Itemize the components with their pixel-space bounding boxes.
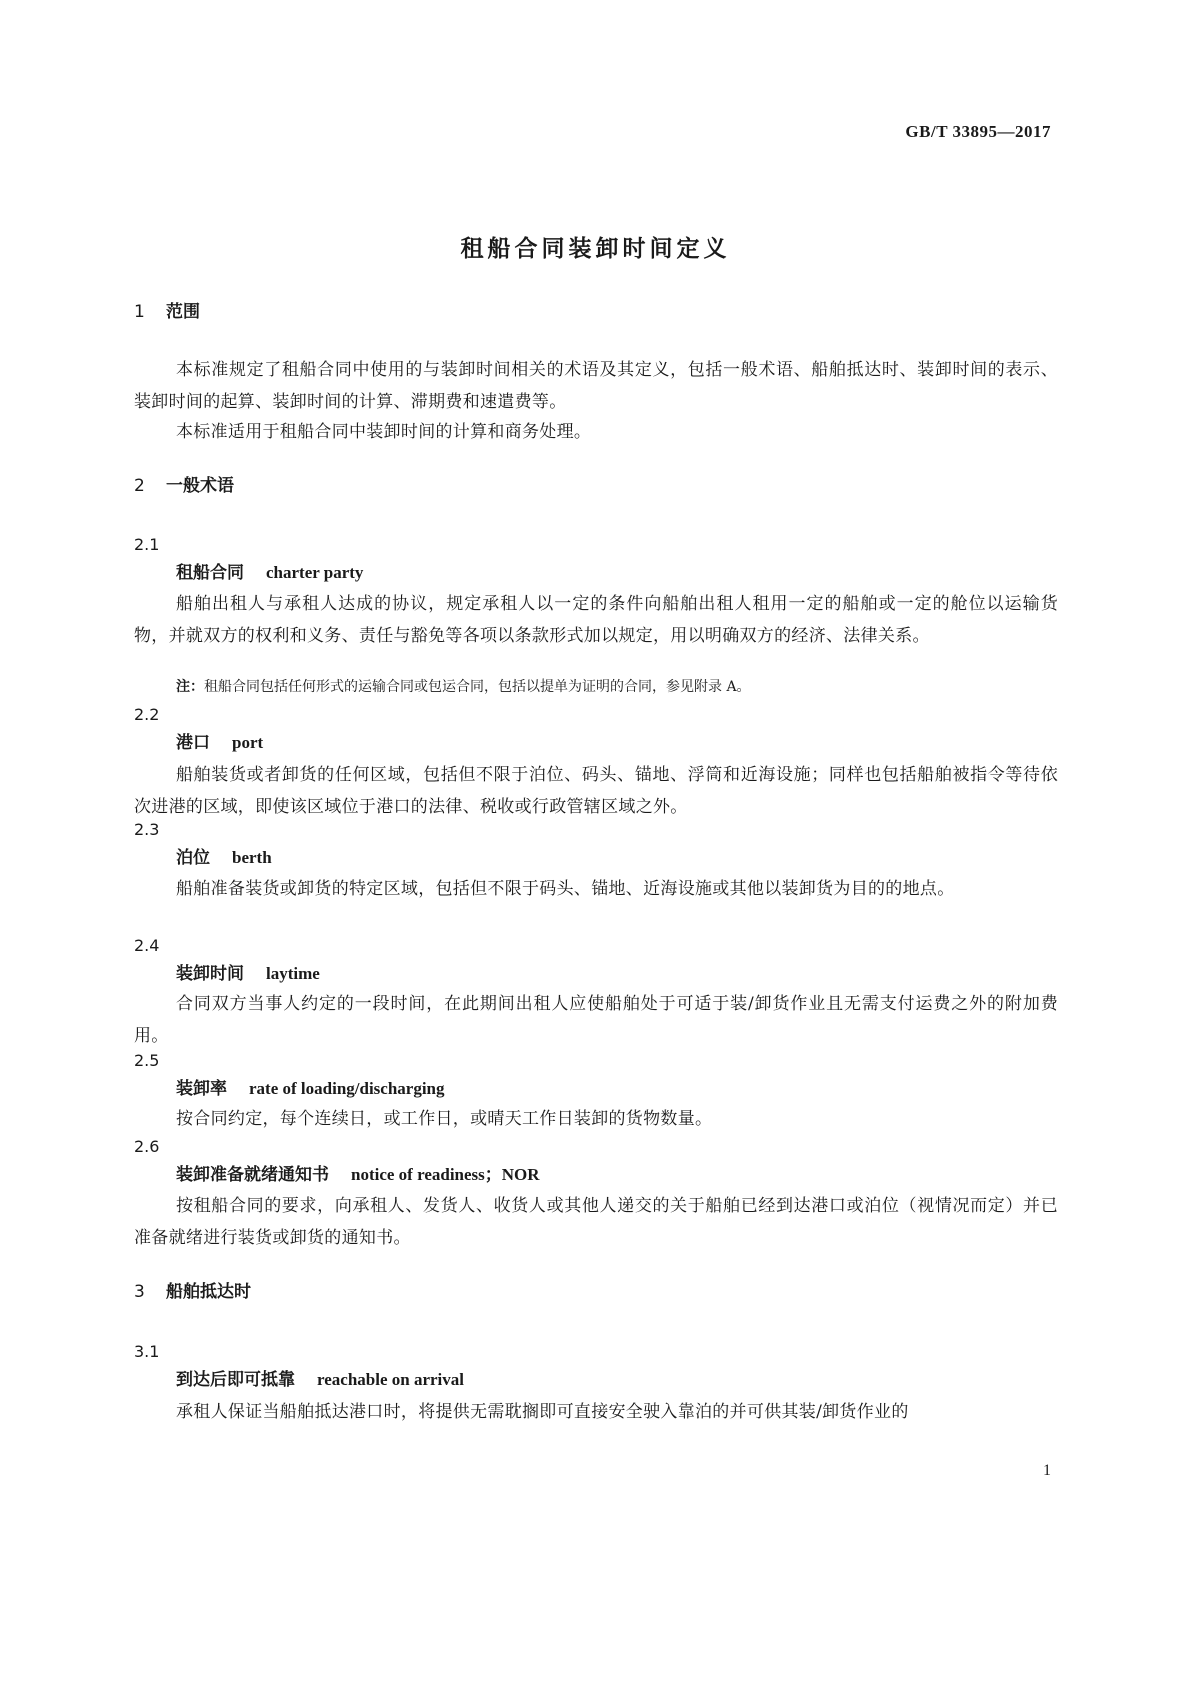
term-english: charter party (266, 563, 364, 582)
term-english: notice of readiness；NOR (351, 1165, 540, 1184)
term-chinese: 装卸率 (176, 1079, 227, 1099)
term-chinese: 装卸时间 (176, 964, 244, 984)
section-title: 范围 (166, 302, 200, 322)
term-english: port (232, 733, 264, 752)
term-english: laytime (266, 964, 320, 983)
section-1-heading (134, 300, 1058, 324)
term-heading (134, 561, 1100, 585)
term-chinese: 到达后即可抵靠 (176, 1370, 295, 1390)
term-heading (134, 731, 1100, 755)
term-definition: 船舶准备装货或卸货的特定区域，包括但不限于码头、锚地、近海设施或其他以装卸货为目的的地点。 (176, 879, 955, 899)
term-chinese: 装卸准备就绪通知书 (176, 1165, 329, 1185)
term-english: rate of loading/discharging (249, 1079, 445, 1098)
clause-number: 3.1 (134, 1342, 160, 1361)
section-number: 3 (134, 1282, 145, 1302)
section-2-heading (134, 474, 1058, 498)
term-definition: 船舶装货或者卸货的任何区域，包括但不限于泊位、码头、锚地、浮筒和近海设施；同样也包括船舶被指令等待依次进港的区域，即使该区域位于港口的法律、税收或行政管辖区域之外。 (134, 765, 1058, 817)
section-number: 1 (134, 302, 145, 322)
term-definition: 承租人保证当船舶抵达港口时，将提供无需耽搁即可直接安全驶入靠泊的并可供其装/卸货作业的 (176, 1402, 909, 1422)
document-title: 租船合同装卸时间定义 (460, 236, 731, 262)
term-definition: 按租船合同的要求，向承租人、发货人、收货人或其他人递交的关于船舶已经到达港口或泊位（视情况而定）并已准备就绪进行装货或卸货的通知书。 (134, 1196, 1058, 1248)
term-heading (134, 846, 1100, 870)
term-english: reachable on arrival (317, 1370, 464, 1389)
standard-code: GB/T 33895—2017 (905, 122, 1051, 141)
note-text: 租船合同包括任何形式的运输合同或包运合同，包括以提单为证明的合同，参见附录 A。 (204, 679, 751, 695)
note-label: 注： (176, 679, 204, 695)
clause-number: 2.5 (134, 1051, 160, 1070)
term-definition: 合同双方当事人约定的一段时间，在此期间出租人应使船舶处于可适于装/卸货作业且无需支付运费之外的附加费用。 (134, 994, 1058, 1046)
term-english: berth (232, 848, 272, 867)
term-chinese: 租船合同 (176, 563, 244, 583)
term-chinese: 泊位 (176, 848, 210, 868)
clause-number: 2.1 (134, 535, 160, 554)
section-title: 船舶抵达时 (166, 1282, 251, 1302)
term-heading (134, 1368, 1100, 1392)
clause-number: 2.4 (134, 936, 160, 955)
page-number: 1 (1043, 1462, 1051, 1479)
section-title: 一般术语 (166, 476, 234, 496)
term-heading (134, 962, 1100, 986)
section-number: 2 (134, 476, 145, 496)
term-heading (134, 1077, 1100, 1101)
paragraph: 本标准适用于租船合同中装卸时间的计算和商务处理。 (176, 422, 592, 442)
section-3-heading (134, 1280, 1058, 1304)
clause-number: 2.2 (134, 705, 160, 724)
term-definition: 按合同约定，每个连续日，或工作日，或晴天工作日装卸的货物数量。 (176, 1109, 713, 1129)
clause-number: 2.6 (134, 1137, 160, 1156)
term-heading (134, 1163, 1100, 1187)
term-chinese: 港口 (176, 733, 210, 753)
paragraph: 本标准规定了租船合同中使用的与装卸时间相关的术语及其定义，包括一般术语、船舶抵达时、装卸时间的表示、装卸时间的起算、装卸时间的计算、滞期费和速遣费等。 (134, 360, 1058, 412)
term-definition: 船舶出租人与承租人达成的协议，规定承租人以一定的条件向船舶出租人租用一定的船舶或一定的舱位以运输货物，并就双方的权利和义务、责任与豁免等各项以条款形式加以规定，用以明确双方的经济、法律关系。 (134, 594, 1058, 646)
note (134, 676, 1100, 698)
clause-number: 2.3 (134, 820, 160, 839)
